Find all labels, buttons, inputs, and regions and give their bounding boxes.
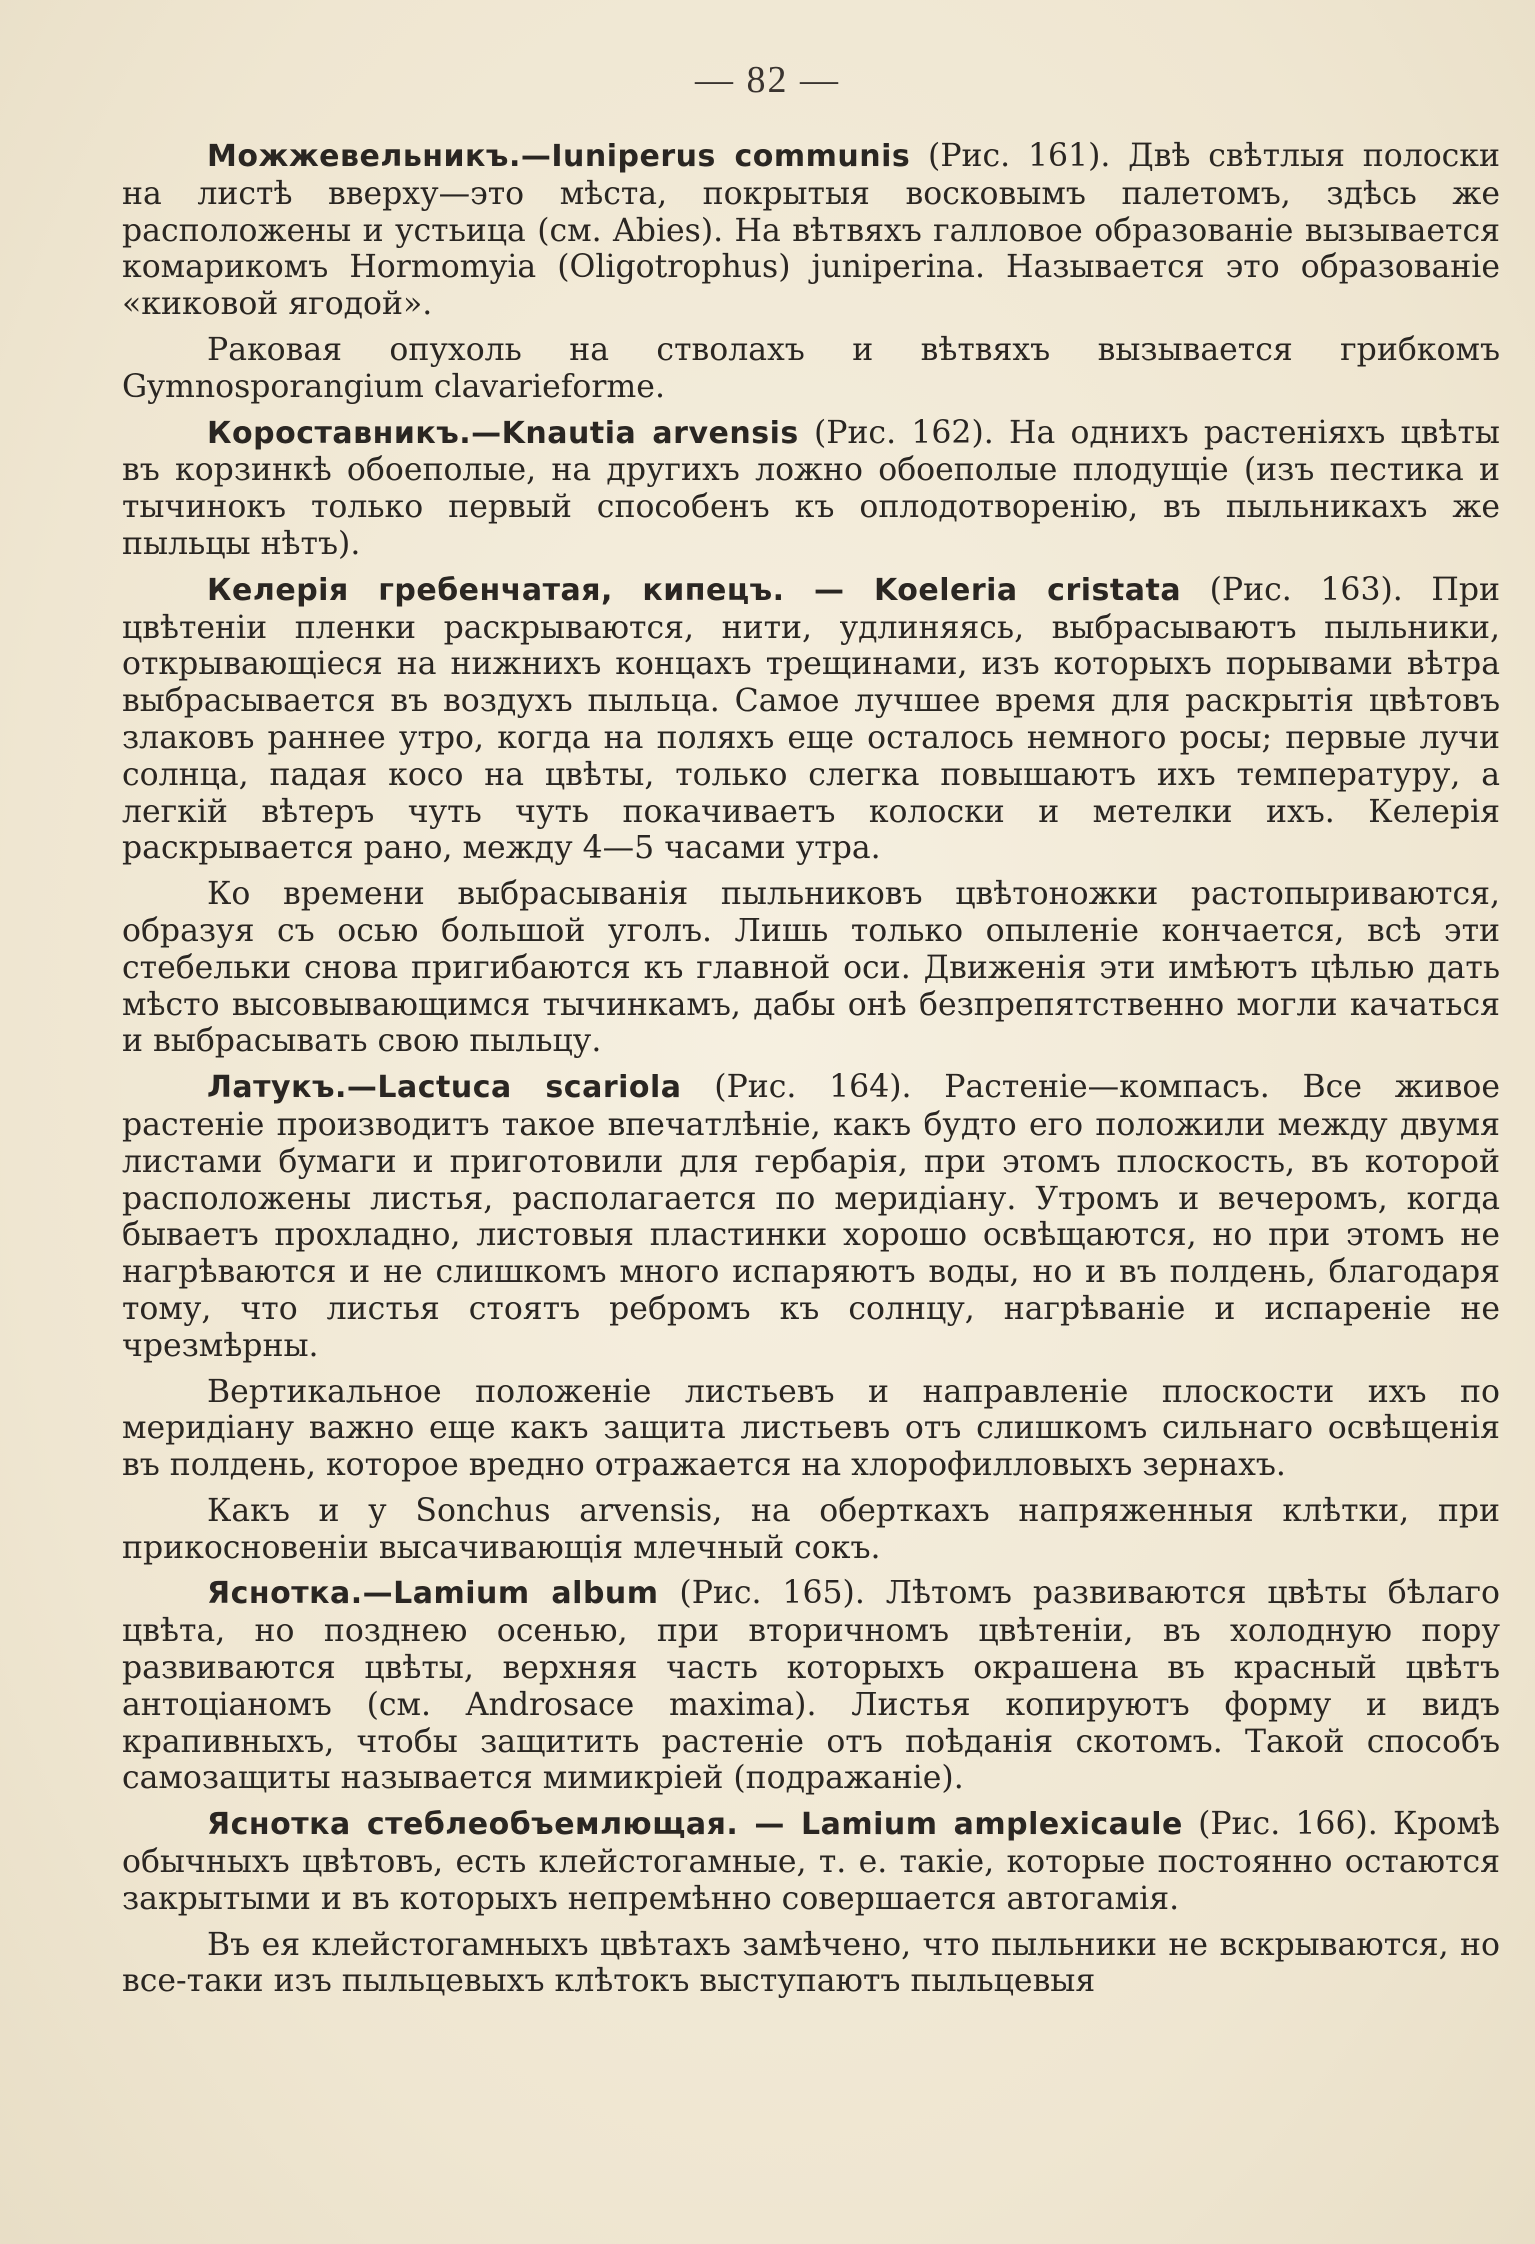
- entry-heading: Яснотка.—Lamium album: [207, 1576, 659, 1612]
- paragraph-gymnosporangium: [122, 332, 1500, 406]
- paragraph-text: (Рис. 163). При цвѣтеніи пленки раскрываются, нити, удлиняясь, выбрасываютъ пыльники, открывающіеся на нижнихъ концахъ трещинами, изъ которыхъ порывами вѣтра выбрасывается въ воздухъ пыльца. Самое лучшее время для раскрытія цвѣтовъ злаковъ раннее утро, когда на поляхъ еще осталось немного росы; первые лучи солнца, падая косо на цвѣты, только слегка повышаютъ ихъ температуру, а легкій вѣтеръ чуть чуть покачиваетъ колоски и метелки ихъ. Келерія раскрывается рано, между 4—5 часами утра.: [122, 571, 1500, 867]
- paragraph-text: (Рис. 166). Кромѣ обычныхъ цвѣтовъ, есть клейстогамные, т. е. такіе, которые постоянно остаются закрытыми и въ которыхъ непремѣнно совершается автогамія.: [122, 1806, 1500, 1917]
- paragraph-text: Вертикальное положеніе листьевъ и направленіе плоскости ихъ по меридіану важно еще какъ защита листьевъ отъ слишкомъ сильнаго освѣщенія въ полдень, которое вредно отражается на хлорофилловыхъ зернахъ.: [122, 1373, 1500, 1484]
- entry-heading: Короставникъ.—Knautia arvensis: [207, 415, 799, 451]
- text-body: [122, 138, 1500, 2009]
- entry-heading: Яснотка стеблеобъемлющая. — Lamium amplexicaule: [207, 1807, 1183, 1843]
- paragraph-sonchus: [122, 1493, 1500, 1567]
- paragraph-text: (Рис. 161). Двѣ свѣтлыя полоски на листѣ вверху—это мѣста, покрытыя восковымъ палетомъ, здѣсь же расположены и устьица (см. Abies). На вѣтвяхъ галловое образованіе вызывается комарикомъ Hormomyia (Oligotrophus) juniperina. Называется это образованіе «киковой ягодой».: [122, 138, 1500, 323]
- paragraph-text: (Рис. 165). Лѣтомъ развиваются цвѣты бѣлаго цвѣта, но позднею осенью, при вторичномъ цвѣтеніи, въ холодную пору развиваются цвѣты, верхняя часть которыхъ окрашена въ красный цвѣтъ антоціаномъ (см. Androsace maxima). Листья копируютъ форму и видъ крапивныхъ, чтобы защитить растеніе отъ поѣданія скотомъ. Такой способъ самозащиты называется мимикріей (подражаніе).: [122, 1575, 1500, 1797]
- paragraph-lactuca-leaves: [122, 1374, 1500, 1484]
- paragraph-cleistogamy: [122, 1927, 1500, 2001]
- paragraph-lamium-amplexicaule: [122, 1806, 1500, 1917]
- paragraph-text: Въ ея клейстогамныхъ цвѣтахъ замѣчено, что пыльники не вскрываются, но все-таки изъ пыльцевыхъ клѣтокъ выступаютъ пыльцевыя: [122, 1926, 1500, 2000]
- paragraph-juniperus: [122, 138, 1500, 323]
- paragraph-knautia: [122, 415, 1500, 563]
- paragraph-lamium-album: [122, 1575, 1500, 1797]
- paragraph-text: (Рис. 162). На однихъ растеніяхъ цвѣты въ корзинкѣ обоеполые, на другихъ ложно обоеполые плодущіе (изъ пестика и тычинокъ только первый способенъ къ оплодотворенію, въ пыльникахъ же пыльцы нѣтъ).: [122, 414, 1501, 562]
- entry-heading: Латукъ.—Lactuca scariola: [207, 1070, 682, 1106]
- paragraph-text: Раковая опухоль на стволахъ и вѣтвяхъ вызывается грибкомъ Gymnosporangium clavarieforme.: [122, 331, 1500, 405]
- entry-heading: Келерія гребенчатая, кипецъ. — Koeleria cristata: [207, 572, 1182, 608]
- paragraph-text: Ко времени выбрасыванія пыльниковъ цвѣтоножки растопыриваются, образуя съ осью большой уголъ. Лишь только опыленіе кончается, всѣ эти стебельки снова пригибаются къ главной оси. Движенія эти имѣютъ цѣлью дать мѣсто высовывающимся тычинкамъ, дабы онѣ безпрепятственно могли качаться и выбрасывать свою пыльцу.: [122, 876, 1500, 1060]
- paragraph-koeleria: [122, 572, 1500, 867]
- entry-heading: Можжевельникъ.—Iuniperus communis: [207, 139, 911, 174]
- paragraph-koeleria-continued: [122, 876, 1500, 1060]
- paragraph-text: Какъ и у Sonchus arvensis, на оберткахъ напряженныя клѣтки, при прикосновеніи высачивающія млечный сокъ.: [122, 1492, 1500, 1566]
- paragraph-lactuca: [122, 1069, 1500, 1364]
- page-number: — 82 —: [695, 59, 840, 101]
- paragraph-text: (Рис. 164). Растеніе—компасъ. Все живое растеніе производитъ такое впечатлѣніе, какъ будто его положили между двумя листами бумаги и приготовили для гербарія, при этомъ плоскость, въ которой расположены листья, располагается по меридіану. Утромъ и вечеромъ, когда бываетъ прохладно, листовыя пластинки хорошо освѣщаются, но при этомъ не нагрѣваются и не слишкомъ много испаряютъ воды, но и въ полдень, благодаря тому, что листья стоятъ ребромъ къ солнцу, нагрѣваніе и испареніе не чрезмѣрны.: [122, 1069, 1501, 1364]
